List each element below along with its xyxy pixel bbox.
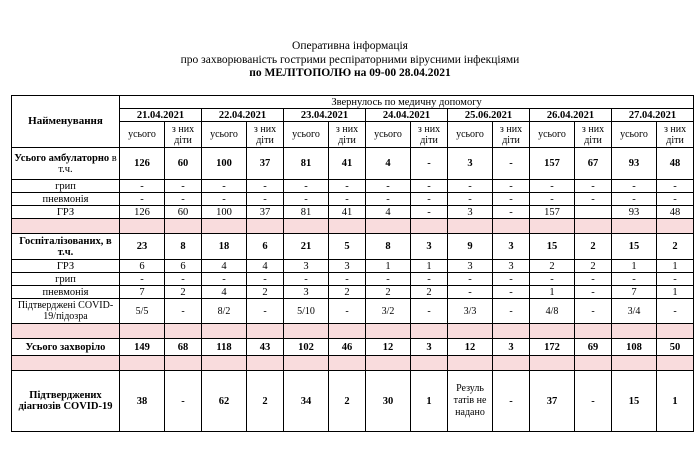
subheader-children: з них діти [165, 122, 202, 148]
total-cell: 3 [284, 260, 329, 273]
separator-cell [202, 219, 247, 234]
children-cell: - [575, 286, 612, 299]
children-cell: 2 [575, 234, 612, 260]
separator-cell [202, 324, 247, 339]
total-cell: 8 [366, 234, 411, 260]
separator-cell [493, 356, 530, 371]
separator-cell [575, 356, 612, 371]
table-row [12, 234, 694, 260]
total-cell: 34 [284, 371, 329, 432]
children-cell: - [329, 299, 366, 324]
children-cell: - [493, 180, 530, 193]
children-cell: - [657, 193, 694, 206]
children-cell: - [493, 273, 530, 286]
separator-cell [12, 324, 120, 339]
total-cell: 118 [202, 339, 247, 356]
separator-cell [530, 219, 575, 234]
children-cell: - [165, 193, 202, 206]
children-cell: 4 [247, 260, 284, 273]
children-cell: 3 [493, 234, 530, 260]
separator-cell [284, 219, 329, 234]
children-cell: 3 [411, 339, 448, 356]
total-cell: 3 [448, 260, 493, 273]
total-cell: 30 [366, 371, 411, 432]
separator-cell [411, 219, 448, 234]
row-label: Підтверджених діагнозів COVID-19 [12, 371, 120, 432]
date-header: 27.04.2021 [612, 109, 694, 122]
row-label: ГРЗ [12, 206, 120, 219]
total-cell: 4 [202, 286, 247, 299]
total-cell: 1 [612, 260, 657, 273]
total-cell: 93 [612, 148, 657, 180]
total-cell: 3/2 [366, 299, 411, 324]
row-label: грип [12, 273, 120, 286]
total-cell: 100 [202, 148, 247, 180]
children-cell: - [657, 273, 694, 286]
separator-cell [657, 356, 694, 371]
children-cell: - [575, 180, 612, 193]
total-cell: 149 [120, 339, 165, 356]
separator-cell [448, 324, 493, 339]
total-cell: - [612, 193, 657, 206]
total-cell: - [366, 180, 411, 193]
group-header: Звернулось по медичну допомогу [120, 96, 694, 109]
subheader-children: з них діти [575, 122, 612, 148]
table-row [12, 371, 694, 432]
row-label: Підтверджені COVID-19/підозра [12, 299, 120, 324]
separator-cell [530, 356, 575, 371]
total-cell: 3 [284, 286, 329, 299]
children-cell: 2 [329, 371, 366, 432]
separator-cell [657, 324, 694, 339]
children-cell: - [411, 148, 448, 180]
total-cell: - [284, 193, 329, 206]
separator-row [12, 219, 694, 234]
separator-cell [493, 219, 530, 234]
total-cell: 3 [448, 206, 493, 219]
children-cell: 37 [247, 148, 284, 180]
total-cell: 15 [612, 234, 657, 260]
total-cell: - [530, 193, 575, 206]
subheader-total: усього [530, 122, 575, 148]
separator-cell [165, 324, 202, 339]
total-cell: 2 [530, 260, 575, 273]
total-cell: 3/3 [448, 299, 493, 324]
date-header: 26.04.2021 [530, 109, 612, 122]
children-cell [575, 206, 612, 219]
children-cell: - [165, 299, 202, 324]
subheader-total: усього [448, 122, 493, 148]
children-cell: - [411, 299, 448, 324]
children-cell: 1 [657, 371, 694, 432]
children-cell: - [493, 299, 530, 324]
subheader-children: з них діти [493, 122, 530, 148]
total-cell: 12 [448, 339, 493, 356]
total-cell: 4 [202, 260, 247, 273]
total-cell: 157 [530, 206, 575, 219]
table-row [12, 286, 694, 299]
row-label: Госпіталізованих, в т.ч. [12, 234, 120, 260]
total-cell: - [448, 273, 493, 286]
children-cell: 48 [657, 148, 694, 180]
row-label: ГРЗ [12, 260, 120, 273]
total-cell: 6 [120, 260, 165, 273]
children-cell: 6 [165, 260, 202, 273]
table-row [12, 148, 694, 180]
separator-cell [165, 356, 202, 371]
subheader-total: усього [366, 122, 411, 148]
children-cell: 2 [411, 286, 448, 299]
subheader-children: з них діти [329, 122, 366, 148]
separator-cell [366, 356, 411, 371]
total-cell: 93 [612, 206, 657, 219]
subheader-total: усього [612, 122, 657, 148]
separator-cell [120, 219, 165, 234]
subheader-total: усього [284, 122, 329, 148]
total-cell: - [448, 180, 493, 193]
children-cell: 8 [165, 234, 202, 260]
children-cell: - [657, 180, 694, 193]
report-location-date: по МЕЛІТОПОЛЮ на 09-00 28.04.2021 [249, 67, 451, 79]
separator-cell [329, 219, 366, 234]
children-cell: - [493, 206, 530, 219]
children-cell: 67 [575, 148, 612, 180]
children-cell: - [411, 273, 448, 286]
total-cell: - [120, 193, 165, 206]
separator-cell [366, 324, 411, 339]
separator-row [12, 324, 694, 339]
children-cell: - [575, 299, 612, 324]
date-header: 22.04.2021 [202, 109, 284, 122]
total-cell: 9 [448, 234, 493, 260]
children-cell: 3 [411, 234, 448, 260]
children-cell: 41 [329, 206, 366, 219]
children-cell: 2 [575, 260, 612, 273]
total-cell: - [120, 180, 165, 193]
total-cell: - [366, 273, 411, 286]
children-cell: - [411, 193, 448, 206]
total-cell: 7 [612, 286, 657, 299]
row-label: Усього захворіло [12, 339, 120, 356]
children-cell: 68 [165, 339, 202, 356]
children-cell: 69 [575, 339, 612, 356]
separator-cell [612, 219, 657, 234]
separator-cell [530, 324, 575, 339]
total-cell: - [612, 180, 657, 193]
total-cell: - [530, 273, 575, 286]
row-label: пневмонія [12, 193, 120, 206]
table-body [12, 148, 694, 432]
children-cell: 60 [165, 148, 202, 180]
total-cell: - [202, 180, 247, 193]
total-cell: 100 [202, 206, 247, 219]
report-subtitle: про захворюваність гострими респіраторними вірусними інфекціями [180, 53, 520, 66]
children-cell: - [493, 371, 530, 432]
separator-cell [612, 356, 657, 371]
total-cell: 157 [530, 148, 575, 180]
total-cell: 15 [530, 234, 575, 260]
total-cell: - [612, 273, 657, 286]
children-cell: - [329, 180, 366, 193]
children-cell: - [411, 180, 448, 193]
total-cell: 102 [284, 339, 329, 356]
separator-cell [448, 219, 493, 234]
table-row [12, 299, 694, 324]
total-cell: - [202, 193, 247, 206]
subheader-children: з них діти [411, 122, 448, 148]
children-cell: - [165, 371, 202, 432]
children-cell: 1 [657, 286, 694, 299]
children-cell: - [329, 273, 366, 286]
children-cell: 2 [657, 234, 694, 260]
children-cell: 48 [657, 206, 694, 219]
separator-cell [329, 356, 366, 371]
total-cell: 18 [202, 234, 247, 260]
children-cell: - [247, 180, 284, 193]
separator-cell [657, 219, 694, 234]
children-cell: 2 [247, 286, 284, 299]
total-cell: 21 [284, 234, 329, 260]
separator-cell [493, 324, 530, 339]
separator-cell [247, 219, 284, 234]
row-label: грип [12, 180, 120, 193]
separator-cell [12, 356, 120, 371]
separator-cell [120, 324, 165, 339]
total-cell: 62 [202, 371, 247, 432]
children-cell: 1 [657, 260, 694, 273]
total-cell: 3 [448, 148, 493, 180]
total-cell: 37 [530, 371, 575, 432]
separator-cell [202, 356, 247, 371]
children-cell: - [493, 193, 530, 206]
total-cell: 15 [612, 371, 657, 432]
total-cell: - [284, 273, 329, 286]
children-cell: 3 [329, 260, 366, 273]
children-cell: - [329, 193, 366, 206]
total-cell: - [366, 193, 411, 206]
subheader-children: з них діти [247, 122, 284, 148]
date-header: 24.04.2021 [366, 109, 448, 122]
subheader-children: з них діти [657, 122, 694, 148]
total-cell: 81 [284, 206, 329, 219]
children-cell: - [493, 286, 530, 299]
row-label-suffix: в т.ч. [58, 152, 117, 175]
subheader-total: усього [120, 122, 165, 148]
children-cell: 50 [657, 339, 694, 356]
children-cell: 5 [329, 234, 366, 260]
total-cell: - [202, 273, 247, 286]
total-cell: 81 [284, 148, 329, 180]
table-row [12, 193, 694, 206]
children-cell: 41 [329, 148, 366, 180]
separator-cell [12, 219, 120, 234]
table-row [12, 339, 694, 356]
separator-cell [247, 356, 284, 371]
separator-cell [329, 324, 366, 339]
total-cell: 7 [120, 286, 165, 299]
children-cell: 2 [247, 371, 284, 432]
children-cell: - [575, 193, 612, 206]
total-cell: Резуль татів не надано [448, 371, 493, 432]
total-cell: 3/4 [612, 299, 657, 324]
separator-cell [120, 356, 165, 371]
total-cell: 5/10 [284, 299, 329, 324]
children-cell: - [165, 180, 202, 193]
report-heading [0, 40, 700, 81]
children-cell: - [575, 273, 612, 286]
separator-cell [165, 219, 202, 234]
report-title: Оперативна інформація [292, 40, 408, 52]
morbidity-table [11, 95, 694, 432]
children-cell: - [575, 371, 612, 432]
children-cell: 3 [493, 260, 530, 273]
total-cell: 23 [120, 234, 165, 260]
children-cell: - [493, 148, 530, 180]
children-cell: 3 [493, 339, 530, 356]
children-cell: 43 [247, 339, 284, 356]
row-label [12, 148, 120, 180]
children-cell: 1 [411, 260, 448, 273]
children-cell: 6 [247, 234, 284, 260]
date-header: 25.06.2021 [448, 109, 530, 122]
date-header: 23.04.2021 [284, 109, 366, 122]
children-cell: 46 [329, 339, 366, 356]
separator-row [12, 356, 694, 371]
children-cell: - [657, 299, 694, 324]
total-cell: 5/5 [120, 299, 165, 324]
total-cell: - [448, 193, 493, 206]
total-cell: 2 [366, 286, 411, 299]
total-cell: 1 [366, 260, 411, 273]
total-cell: 12 [366, 339, 411, 356]
separator-cell [448, 356, 493, 371]
separator-cell [411, 324, 448, 339]
total-cell: 4 [366, 206, 411, 219]
children-cell: 2 [165, 286, 202, 299]
total-cell: 8/2 [202, 299, 247, 324]
date-header: 21.04.2021 [120, 109, 202, 122]
total-cell: 1 [530, 286, 575, 299]
total-cell: - [120, 273, 165, 286]
total-cell: 38 [120, 371, 165, 432]
children-cell: - [247, 193, 284, 206]
total-cell: 126 [120, 148, 165, 180]
table-row [12, 260, 694, 273]
table-row [12, 273, 694, 286]
children-cell: 60 [165, 206, 202, 219]
separator-cell [612, 324, 657, 339]
total-cell: - [284, 180, 329, 193]
children-cell: 2 [329, 286, 366, 299]
separator-cell [366, 219, 411, 234]
separator-cell [284, 356, 329, 371]
children-cell: - [165, 273, 202, 286]
total-cell: - [530, 180, 575, 193]
children-cell: 37 [247, 206, 284, 219]
separator-cell [247, 324, 284, 339]
children-cell: - [247, 273, 284, 286]
table-row [12, 206, 694, 219]
table-row [12, 180, 694, 193]
row-label: пневмонія [12, 286, 120, 299]
row-label-main: Усього амбулаторно [14, 152, 110, 164]
name-header: Найменування [12, 96, 120, 148]
subheader-total: усього [202, 122, 247, 148]
total-cell: 108 [612, 339, 657, 356]
separator-cell [575, 324, 612, 339]
separator-cell [575, 219, 612, 234]
total-cell: 172 [530, 339, 575, 356]
children-cell: 1 [411, 371, 448, 432]
children-cell: - [411, 206, 448, 219]
total-cell: 126 [120, 206, 165, 219]
total-cell: - [448, 286, 493, 299]
separator-cell [284, 324, 329, 339]
separator-cell [411, 356, 448, 371]
total-cell: 4 [366, 148, 411, 180]
total-cell: 4/8 [530, 299, 575, 324]
children-cell: - [247, 299, 284, 324]
